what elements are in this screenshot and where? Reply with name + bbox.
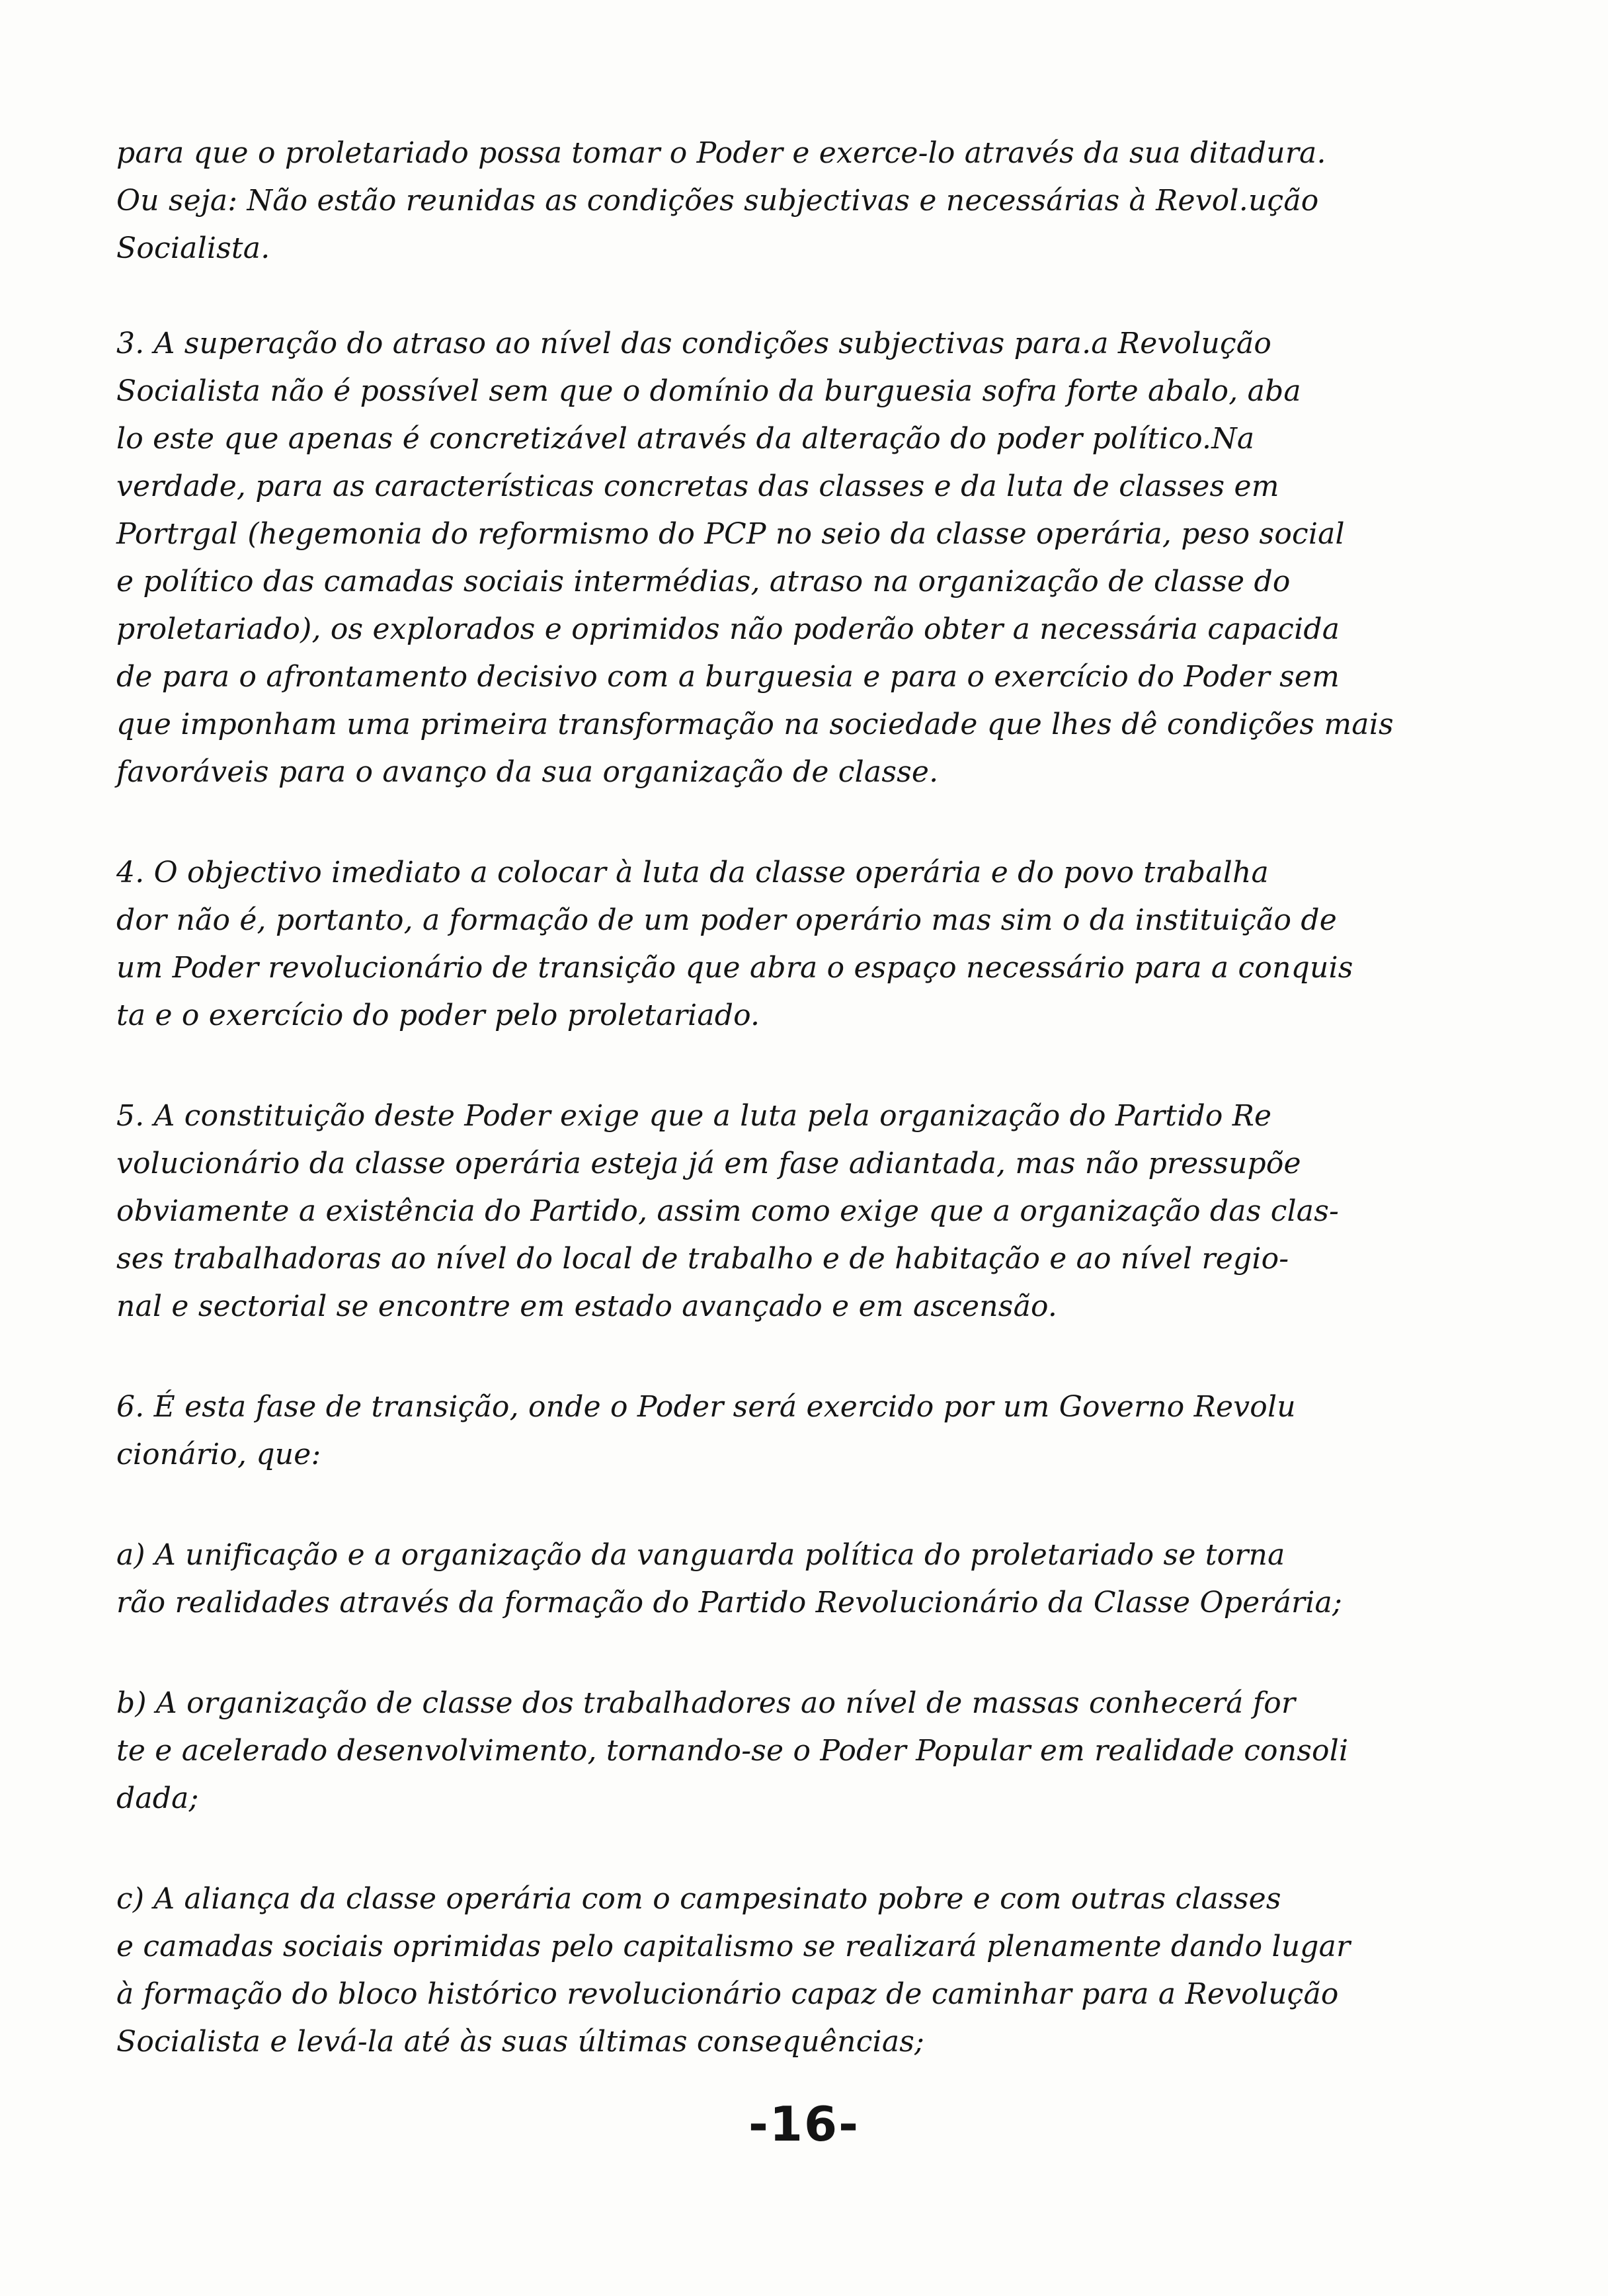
body-text [116,130,1478,2066]
paragraph-6b: b) A organização de classe dos trabalhadores ao nível de massas conhecerá for te e acelerado desenvolvimento, tornando-se o Poder Popular em realidade consoli dada; [116,1686,1349,1815]
paragraph-6c: c) A aliança da classe operária com o campesinato pobre e com outras classes e camadas sociais oprimidas pelo capitalismo se realizará plenamente dando lugar à formação do bloco histórico revolucionário capaz de caminhar para a Revolução Socialista e levá-la até às suas últimas consequências; [116,1882,1351,2059]
page-number: -16- [748,2096,860,2152]
paragraph-6a: a) A unificação e a organização da vanguarda política do proletariado se torna rão realidades através da formação do Partido Revolucionário da Classe Operária; [116,1538,1342,1620]
paragraph-3: 3. A superação do atraso ao nível das condições subjectivas para.a Revolução Socialista não é possível sem que o domínio da burguesia sofra forte abalo, aba lo este que apenas é concretizável através da alteração do poder político.Na verdade, para as características concretas das classes e da luta de classes em Portrgal (hegemonia do reformismo do PCP no seio da classe operária, peso social e político das camadas sociais intermédias, atraso na organização de classe do proletariado), os explorados e oprimidos não poderão obter a necessária capacida de para o afrontamento decisivo com a burguesia e para o exercício do Poder sem que imponham uma primeira transformação na sociedade que lhes dê condições mais favoráveis para o avanço da sua organização de classe. [116,327,1394,789]
paragraph-5: 5. A constituição deste Poder exige que a luta pela organização do Partido Re volucionário da classe operária esteja já em fase adiantada, mas não pressupõe obviamente a existência do Partido, assim como exige que a organização das clas- ses trabalhadoras ao nível do local de trabalho e de habitação e ao nível regio- nal e sectorial se encontre em estado avançado e em ascensão. [116,1099,1340,1323]
paragraph-4: 4. O objectivo imediato a colocar à luta da classe operária e do povo trabalha dor não é, portanto, a formação de um poder operário mas sim o da instituição de um Poder revolucionário de transição que abra o espaço necessário para a conquis ta e o exercício do poder pelo proletariado. [116,856,1353,1032]
paragraph-6: 6. É esta fase de transição, onde o Poder será exercido por um Governo Revolu cionário, que: [116,1390,1296,1471]
paragraph-intro: para que o proletariado possa tomar o Poder e exerce-lo através da sua ditadura. Ou seja: Não estão reunidas as condições subjectivas e necessárias à Revol.ução Socialista. [116,136,1326,265]
